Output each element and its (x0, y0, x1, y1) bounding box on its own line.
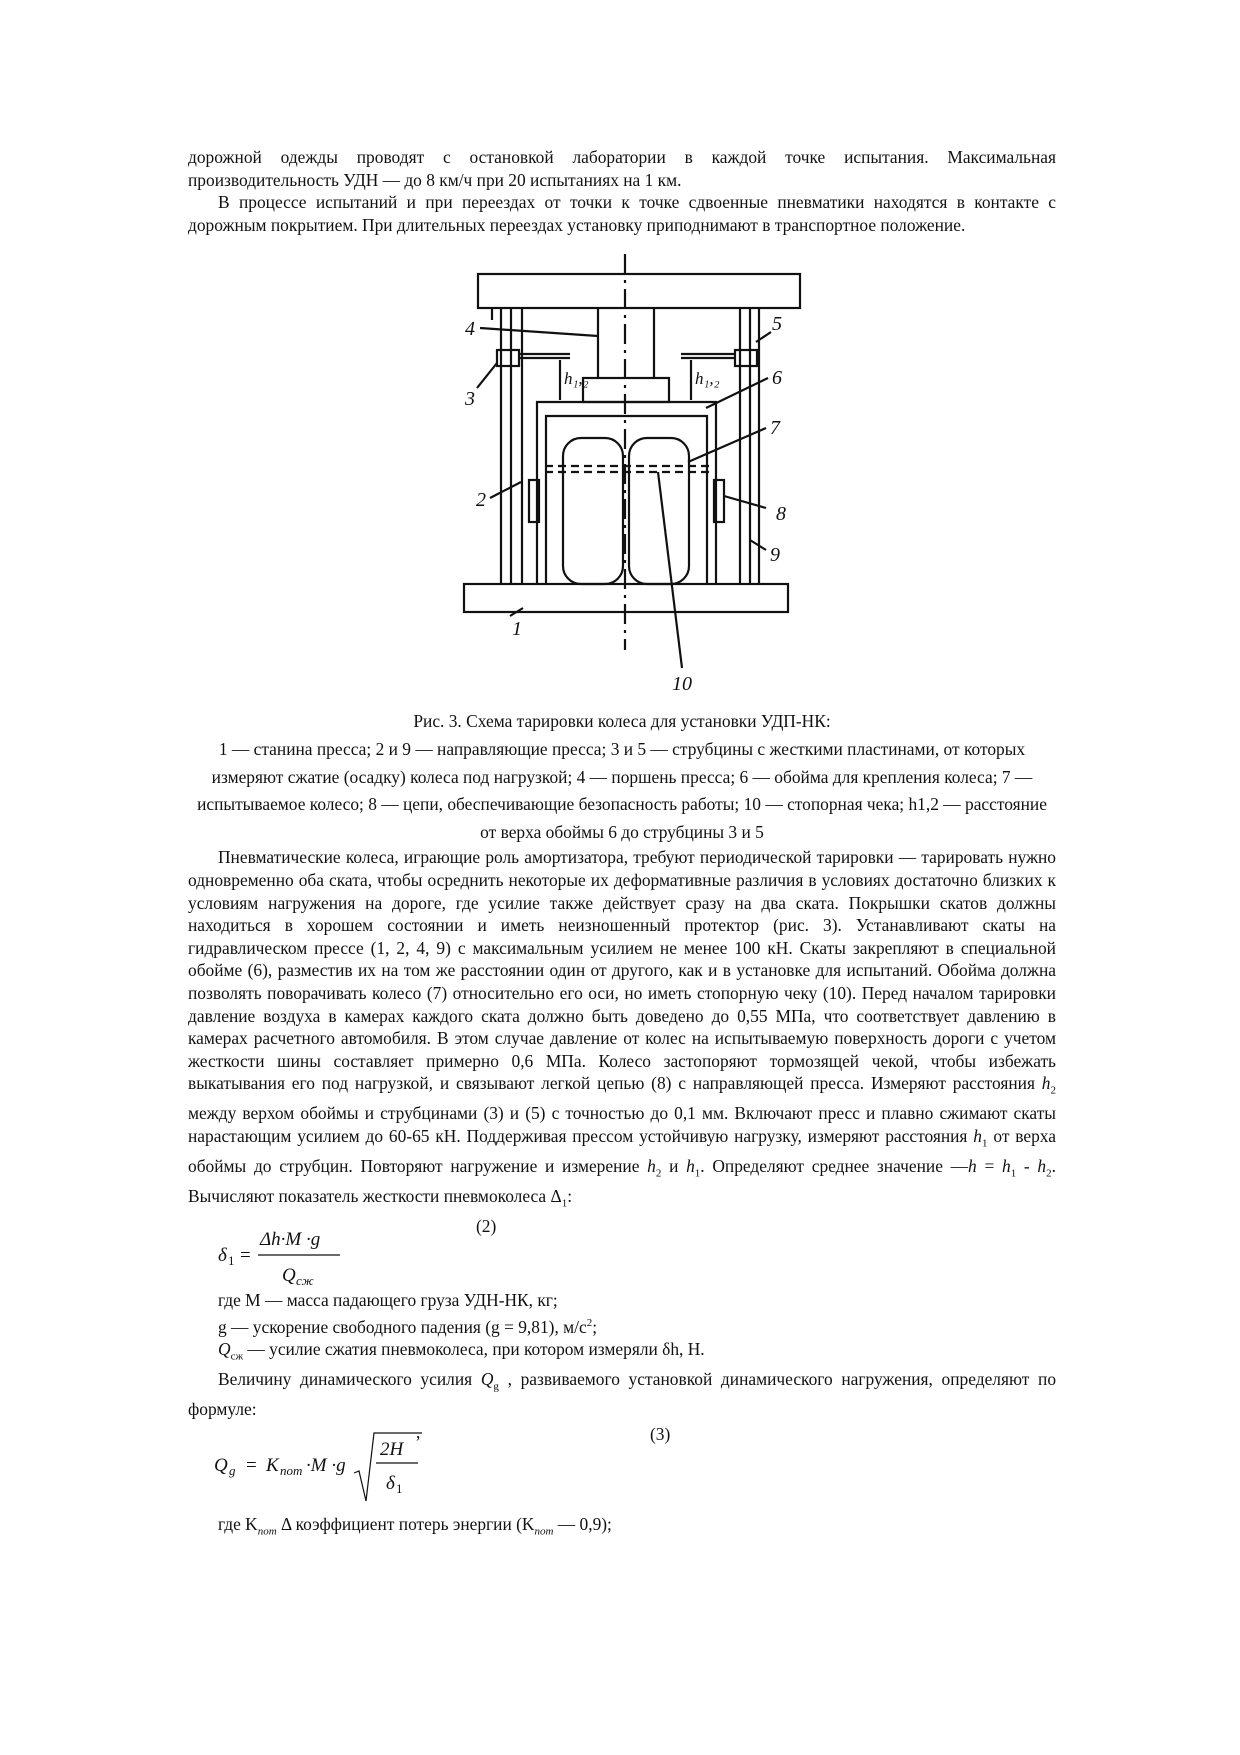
paragraph-4 (188, 1368, 1056, 1421)
equation-3 (188, 1421, 1056, 1513)
last-line-sub-1: пот (257, 1525, 277, 1538)
label-9: 9 (770, 544, 780, 567)
paragraph-3-text-d: . Определяют среднее значение — (700, 1156, 969, 1176)
paragraph-4-text-a: Величину динамического усилия (218, 1369, 473, 1390)
eq3-rad-num: 2H (380, 1438, 404, 1460)
eq3-mid: ·M ·g (306, 1454, 346, 1476)
qg-symbol: Q (480, 1369, 494, 1390)
paragraph-2: В процессе испытаний и при переездах от точки к точке сдвоенные пневматики находятся в контакте с дорожным покрытием. При длительных переездах установку приподнимают в транспортное положение. (188, 192, 1056, 235)
equation-3-comma: , (416, 1421, 421, 1442)
figure-caption (188, 708, 1056, 846)
last-line-text-c: — 0,9); (553, 1513, 612, 1534)
label-6: 6 (772, 367, 782, 390)
document-page (188, 146, 1056, 1543)
eq2-den-sub: сж (296, 1273, 314, 1289)
label-8: 8 (776, 503, 786, 526)
eq3-lhs: Q (214, 1454, 228, 1476)
paragraph-3-text-c: от верха обоймы до струбцин. Повторяют нагружение и измерение (188, 1125, 1056, 1176)
equation-3-number: (3) (650, 1423, 671, 1444)
eq3-k: K (266, 1454, 279, 1476)
label-2: 2 (476, 489, 486, 512)
paragraph-3: Пневматические колеса, играющие роль амортизатора, требуют периодической тарировки — тарировать нужно одновременно оба ската, чтобы осреднить некоторые их деформативные различия в условиях достаточно близких к условиям нагружения на дороге, где усилие также действует сразу на два ската. Покрышки скатов должны находиться в хорошем состоянии и иметь неизношенный протектор (рис. 3). Устанавливают скаты на гидравлическом прессе (1, 2, 4, 9) с максимальным усилием не менее 100 кН. Скаты закрепляют в специальной обойме (6), разместив их на том же расстоянии один от другого, как и в установке для испытаний. Обойма должна позволять поворачивать колесо (7) относительно его оси, но иметь стопорную чеку (10). Перед началом тарировки давление воздуха в камерах каждого ската должно быть доведено до 0,55 МПа, что соответствует давлению в камерах расчетного автомобиля. В этом случае давление от колес на испытываемую поверхность дороги с учетом жесткости шины составляет примерно 0,6 МПа. Колесо застопоряют тормозящей чекой, чтобы избежать выкатывания его под нагрузкой, и связывают легкой цепью (8) с направляющей пресса. Измеряют расстояния $h_2$ между верхом обоймы и струбцинами (3) и (5) с точностью до 0,1 мм. Включают пресс и плавно сжимают скаты нарастающим усилием до 60-65 кН. Поддерживая прессом устойчивую нагрузку, измеряют расстояния $h_1$ от верха обоймы до струбцин. Повторяют нагружение и измерение $h_2$ и $h_1$. Определяют среднее значение —h = $h_1 - h_2$. Вычисляют показатель жесткости пневмоколеса $\Delta_1$: (188, 847, 1056, 1210)
eq2-lhs: δ (218, 1245, 227, 1267)
where-line-4 (188, 1513, 1056, 1543)
h2-symbol: h (1041, 1073, 1051, 1094)
eq2-numerator: Δh·M ·g (260, 1229, 321, 1251)
eq2-lhs-sub: 1 (228, 1253, 235, 1269)
svg-text:=: = (246, 1454, 257, 1476)
where-line-2-text: g — ускорение свободного падения (g = 9,81), м/с (218, 1316, 587, 1337)
label-h12-left: h₁,₂ (564, 369, 589, 389)
where-line-3-text: — усилие сжатия пневмоколеса, при котором измеряли δh, Н. (243, 1339, 705, 1360)
and-word: и (669, 1156, 679, 1176)
label-4: 4 (465, 318, 475, 341)
equation-2-formula (218, 1217, 418, 1291)
label-7: 7 (770, 417, 780, 440)
paragraph-3-text-a: Пневматические колеса, играющие роль амортизатора, требуют периодической тарировки — тарировать нужно одновременно оба ската, чтобы осреднить некоторые их деформативные различия в условиях достаточно близких к условиям нагружения на дороге, где усилие также действует сразу на два ската. Покрышки скатов должны находиться в хорошем состоянии и иметь неизношенный протектор (рис. 3). Устанавливают скаты на гидравлическом прессе (1, 2, 4, 9) с максимальным усилием не менее 100 кН. Скаты закрепляют в специальной обойме (6), разместив их на том же расстоянии один от другого, как и в установке для испытаний. Обойма должна позволять поворачивать колесо (7) относительно его оси, но иметь стопорную чеку (10). Перед началом тарировки давление воздуха в камерах каждого ската должно быть доведено до 0,55 МПа, что соответствует давлению в камерах расчетного автомобиля. В этом случае давление от колес на испытываемую поверхность дороги с учетом жесткости шины составляет примерно 0,6 МПа. Колесо застопоряют тормозящей чекой, чтобы избежать выкатывания его под нагрузкой, и связывают легкой цепью (8) с направляющей пресса. Измеряют расстояния (188, 847, 1056, 1094)
q-sub: сж (230, 1350, 244, 1363)
press-diagram (188, 250, 1056, 702)
top-beam (478, 274, 800, 308)
paragraph-4-text-b: , развиваемого установкой динамического нагружения, определяют по формуле: (188, 1369, 1057, 1420)
label-10: 10 (672, 673, 692, 696)
where-line-2: g — ускорение свободного падения (g = 9,81), $м/с^2$; (218, 1316, 598, 1337)
qg-sub: g (493, 1380, 499, 1393)
eq3-lhs-sub: g (229, 1462, 236, 1478)
caption-body: 1 — станина пресса; 2 и 9 — направляющие пресса; 3 и 5 — струбцины с жесткими пластинами, от которых измеряют сжатие (осадку) колеса под нагрузкой; 4 — поршень пресса; 6 — обойма для крепления колеса; 7 — испытываемое колесо; 8 — цепи, обеспечивающие безопасность работы; 10 — стопорная чека; h1,2 — расстояние от верха обоймы 6 до струбцины 3 и 5 (197, 738, 1047, 842)
label-1: 1 (512, 618, 522, 641)
last-line-sub-2: пот (534, 1525, 554, 1538)
where-line-2-sup: 2 (586, 1316, 593, 1329)
label-h12-right: h₁,₂ (695, 369, 720, 389)
last-line-text-a: где K (218, 1513, 258, 1534)
press-diagram-figure (188, 250, 1056, 702)
label-3: 3 (465, 388, 475, 411)
where-line-1: где М — масса падающего груза УДН-НК, кг; (218, 1290, 558, 1311)
eq3-k-sub: пот (280, 1462, 303, 1478)
paragraph-3-text-e: . Вычисляют показатель жесткости пневмоколеса Δ (188, 1156, 1056, 1207)
equation-2-number: (2) (476, 1216, 497, 1237)
eq3-rad-den-sub: 1 (396, 1480, 403, 1496)
where-line-3 (188, 1338, 1056, 1368)
equation-3-formula (214, 1423, 454, 1515)
eq2-denominator: Q (282, 1265, 296, 1287)
paragraph-3-text-b: между верхом обоймы и струбцинами (3) и (5) с точностью до 0,1 мм. Включают пресс и плавно сжимают скаты нарастающим усилием до 60-65 кН. Поддерживая прессом устойчивую нагрузку, измеряют расстояния (188, 1103, 1056, 1146)
svg-text:=: = (240, 1245, 251, 1267)
eq3-rad-den: δ (386, 1472, 395, 1494)
q-symbol: Q (218, 1339, 231, 1360)
caption-title: Рис. 3. Схема тарировки колеса для установки УДП-НК: (413, 711, 831, 732)
label-5: 5 (772, 313, 782, 336)
paragraph-1: дорожной одежды проводят с остановкой лаборатории в каждой точке испытания. Максимальная производительность УДН — до 8 км/ч при 20 испытаниях на 1 км. (188, 147, 1056, 190)
equation-2 (188, 1215, 1056, 1289)
last-line-text-b: Δ коэффициент потерь энергии (K (276, 1513, 535, 1534)
